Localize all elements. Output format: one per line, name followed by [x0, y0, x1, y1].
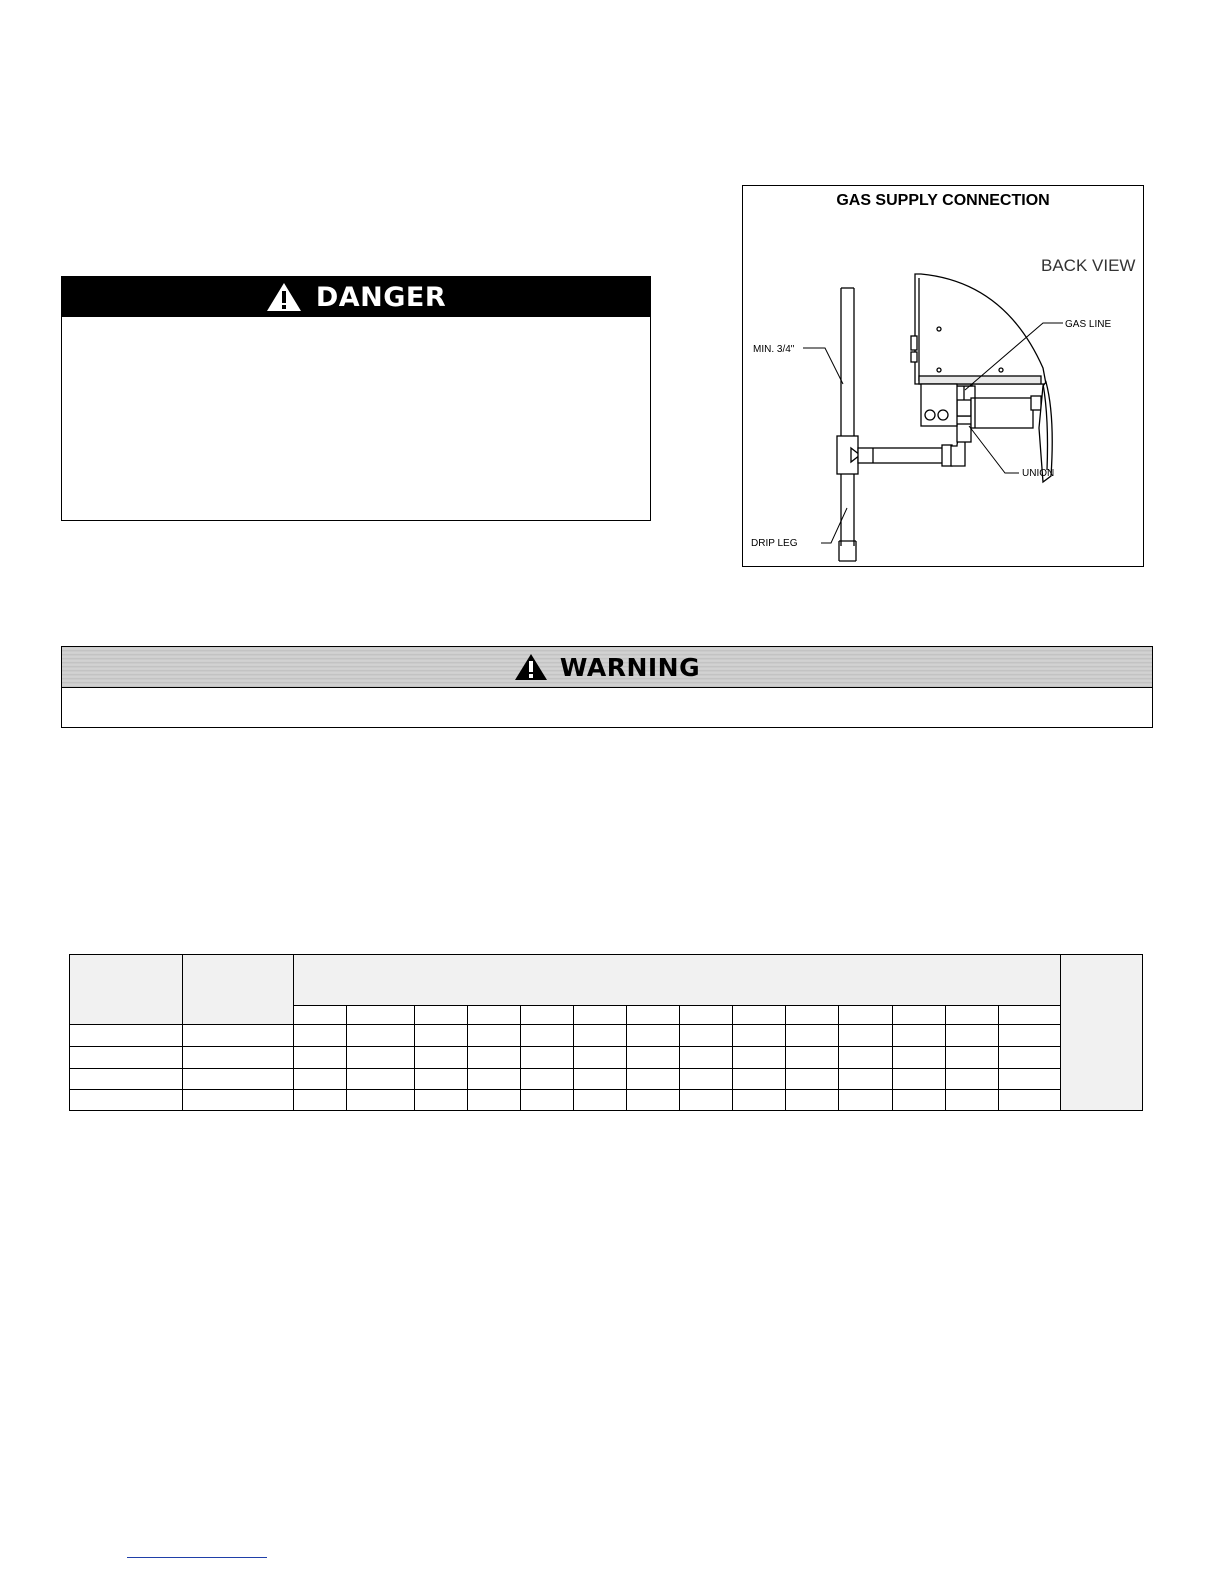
label-union: UNION: [1022, 468, 1055, 479]
table-row: [70, 1090, 1143, 1111]
control-housing: [921, 384, 1041, 428]
warning-triangle-icon: [266, 282, 302, 312]
warning-header: [62, 647, 1152, 688]
back-view-label: BACK VIEW: [1041, 256, 1136, 275]
gas-supply-figure: [742, 185, 1144, 567]
horizontal-pipe: [858, 445, 952, 466]
table-row: [70, 1025, 1143, 1047]
heater-body: [911, 274, 1046, 384]
gas-supply-diagram: [743, 186, 1145, 568]
danger-title: DANGER: [315, 281, 447, 313]
label-drip-leg: DRIP LEG: [751, 538, 798, 549]
footer-link[interactable]: [127, 1557, 267, 1558]
warning-triangle-icon: [514, 653, 548, 681]
warning-title: WARNING: [559, 652, 701, 682]
label-min-pipe: MIN. 3/4": [753, 344, 795, 355]
table-header-cell: [70, 955, 183, 1025]
spec-table: [69, 954, 1143, 1111]
table-row: [70, 1047, 1143, 1069]
label-gas-line: GAS LINE: [1065, 319, 1112, 330]
table-row: [70, 1069, 1143, 1090]
table-group-header-cell: [294, 955, 1061, 1006]
danger-notice: [61, 276, 651, 521]
danger-header: [62, 277, 650, 317]
table-header-row: [70, 955, 1143, 1006]
table-header-cell: [183, 955, 294, 1025]
warning-notice: [61, 646, 1153, 728]
figure-title: GAS SUPPLY CONNECTION: [836, 192, 1050, 209]
tee-fitting: [837, 436, 860, 474]
table-side-cell: [1060, 955, 1142, 1111]
